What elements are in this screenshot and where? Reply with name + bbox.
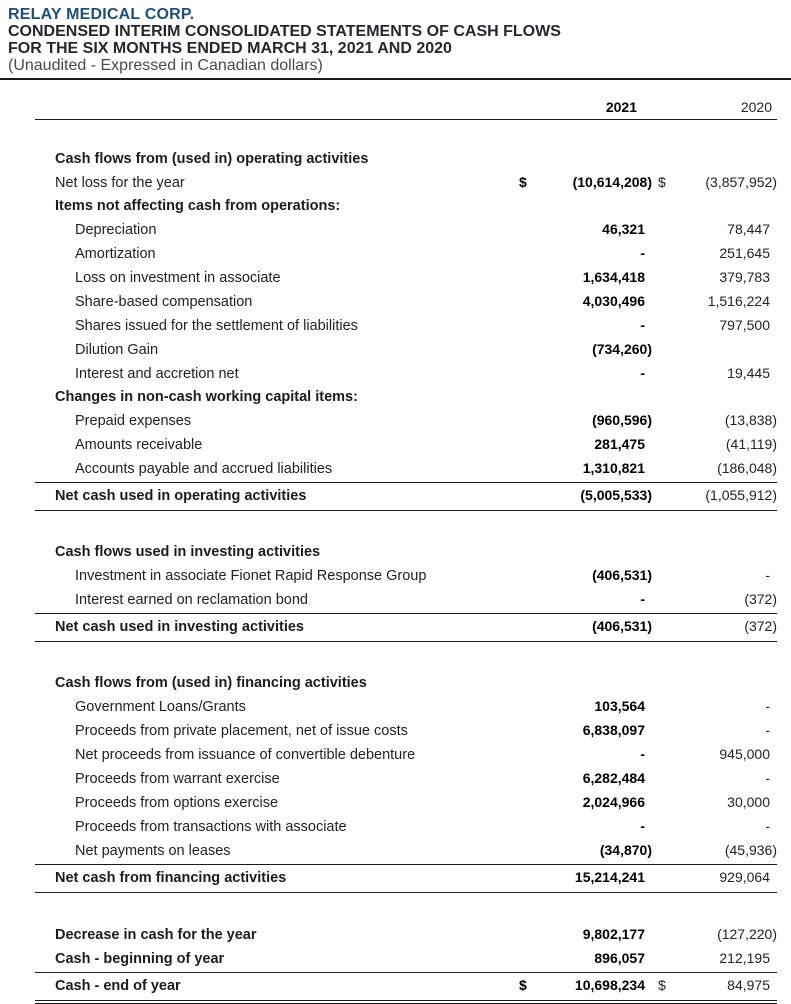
- row-label: Proceeds from warrant exercise: [75, 771, 280, 787]
- value-2021: (734,260): [592, 341, 652, 357]
- row-cash-end-of-year: [35, 972, 777, 1004]
- row-accounts-payable-and-accrued-liabilities: [35, 457, 777, 481]
- row-label: Amounts receivable: [75, 437, 203, 453]
- row-net-cash-used-in-operating-activities: [35, 482, 777, 511]
- row-label: Interest and accretion net: [75, 366, 239, 382]
- row-proceeds-from-transactions-with-associate: [35, 815, 777, 839]
- value-2021: -: [640, 365, 645, 381]
- row-government-loans-grants: [35, 695, 777, 719]
- value-2021: -: [640, 818, 645, 834]
- row-interest-and-accretion-net: [35, 362, 777, 386]
- value-2020: (372): [744, 591, 777, 607]
- row-prepaid-expenses: [35, 409, 777, 433]
- header-divider: [0, 78, 791, 80]
- value-2021: 103,564: [594, 698, 645, 714]
- row-cash-beginning-of-year: [35, 947, 777, 971]
- value-2020: -: [765, 722, 770, 738]
- row-label: Net cash used in operating activities: [55, 488, 307, 504]
- column-header-2020: 2020: [740, 99, 772, 115]
- row-items-not-affecting-cash-from-operations: [35, 195, 777, 218]
- value-2021: 2,024,966: [582, 794, 645, 810]
- row-label: Net payments on leases: [75, 843, 231, 859]
- value-2020: -: [765, 567, 770, 583]
- value-2021: -: [640, 746, 645, 762]
- value-2020: 929,064: [719, 869, 770, 885]
- value-2021: 6,282,484: [582, 770, 645, 786]
- row-label: Government Loans/Grants: [75, 699, 246, 715]
- row-proceeds-from-warrant-exercise: [35, 767, 777, 791]
- value-2020: 84,975: [727, 977, 770, 993]
- value-2020: 78,447: [727, 221, 770, 237]
- value-2020: 1,516,224: [707, 293, 770, 309]
- value-2021: 1,310,821: [582, 460, 645, 476]
- row-depreciation: [35, 218, 777, 242]
- row-amortization: [35, 242, 777, 266]
- value-2020: 30,000: [727, 794, 770, 810]
- row-proceeds-from-options-exercise: [35, 791, 777, 815]
- row-label: Items not affecting cash from operations:: [55, 198, 341, 214]
- value-2020: 251,645: [719, 245, 770, 261]
- value-2020: (372): [744, 618, 777, 634]
- row-label: Cash flows from (used in) financing activities: [55, 675, 367, 691]
- value-2021: (5,005,533): [580, 487, 652, 503]
- value-2020: 945,000: [719, 746, 770, 762]
- value-2020: -: [765, 818, 770, 834]
- row-dilution-gain: [35, 338, 777, 362]
- section-spacer: [35, 893, 777, 923]
- row-net-loss-for-the-year: [35, 171, 777, 195]
- row-label: Share-based compensation: [75, 294, 253, 310]
- value-2021: (406,531): [592, 618, 652, 634]
- row-label: Cash flows used in investing activities: [55, 544, 321, 560]
- value-2020: (127,220): [717, 926, 777, 942]
- value-2021: 46,321: [602, 221, 645, 237]
- row-label: Net proceeds from issuance of convertible debenture: [75, 747, 416, 763]
- value-2021: (960,596): [592, 412, 652, 428]
- currency-symbol-2021: $: [519, 977, 527, 993]
- value-2020: (3,857,952): [705, 174, 777, 190]
- row-label: Changes in non-cash working capital items:: [55, 389, 358, 405]
- value-2021: (406,531): [592, 567, 652, 583]
- currency-symbol-2020: $: [658, 174, 666, 190]
- row-label: Cash flows from (used in) operating activities: [55, 151, 369, 167]
- value-2020: 379,783: [719, 269, 770, 285]
- value-2021: 6,838,097: [582, 722, 645, 738]
- row-investment-in-associate-fionet-rapid-response-group: [35, 564, 777, 588]
- value-2021: -: [640, 317, 645, 333]
- row-cash-flows-used-in-investing-activities: [35, 541, 777, 564]
- row-label: Depreciation: [75, 222, 157, 238]
- value-2021: 281,475: [594, 436, 645, 452]
- document-subtitle: (Unaudited - Expressed in Canadian dollars): [8, 57, 323, 74]
- currency-symbol-2021: $: [519, 174, 527, 190]
- value-2020: -: [765, 770, 770, 786]
- value-2021: 15,214,241: [574, 869, 645, 885]
- row-label: Net loss for the year: [55, 175, 185, 191]
- value-2021: -: [640, 591, 645, 607]
- value-2021: 896,057: [594, 950, 645, 966]
- row-label: Loss on investment in associate: [75, 270, 281, 286]
- value-2020: 797,500: [719, 317, 770, 333]
- value-2020: -: [765, 698, 770, 714]
- row-shares-issued-for-the-settlement-of-liabilities: [35, 314, 777, 338]
- row-label: Accounts payable and accrued liabilities: [75, 461, 333, 477]
- value-2021: -: [640, 245, 645, 261]
- row-label: Proceeds from transactions with associate: [75, 819, 347, 835]
- value-2021: 9,802,177: [582, 926, 645, 942]
- row-label: Dilution Gain: [75, 342, 159, 358]
- value-2020: (13,838): [724, 412, 777, 428]
- row-share-based-compensation: [35, 290, 777, 314]
- cash-flow-statement: [35, 96, 777, 1004]
- row-changes-in-non-cash-working-capital-items: [35, 386, 777, 409]
- row-label: Proceeds from private placement, net of issue costs: [75, 723, 408, 739]
- row-label: Shares issued for the settlement of liabilities: [75, 318, 358, 334]
- statement-rows: [35, 148, 777, 1004]
- row-amounts-receivable: [35, 433, 777, 457]
- row-label: Interest earned on reclamation bond: [75, 592, 308, 608]
- section-spacer: [35, 511, 777, 541]
- row-label: Cash - beginning of year: [55, 951, 225, 967]
- value-2020: 19,445: [727, 365, 770, 381]
- value-2021: 1,634,418: [582, 269, 645, 285]
- value-2020: (45,936): [724, 842, 777, 858]
- row-label: Investment in associate Fionet Rapid Response Group: [75, 568, 427, 584]
- row-proceeds-from-private-placement-net-of-issue-costs: [35, 719, 777, 743]
- value-2021: 10,698,234: [574, 977, 645, 993]
- row-label: Net cash used in investing activities: [55, 619, 304, 635]
- section-spacer: [35, 642, 777, 672]
- row-label: Proceeds from options exercise: [75, 795, 279, 811]
- column-header-2021: 2021: [605, 99, 637, 115]
- row-label: Net cash from financing activities: [55, 870, 287, 886]
- column-header-row: [35, 96, 777, 120]
- company-name: RELAY MEDICAL CORP.: [8, 6, 195, 23]
- value-2021: (10,614,208): [572, 174, 652, 190]
- value-2021: 4,030,496: [582, 293, 645, 309]
- document-period: FOR THE SIX MONTHS ENDED MARCH 31, 2021 AND 2020: [8, 40, 452, 57]
- row-net-proceeds-from-issuance-of-convertible-debenture: [35, 743, 777, 767]
- row-cash-flows-from-used-in-financing-activities: [35, 672, 777, 695]
- row-cash-flows-from-used-in-operating-activities: [35, 148, 777, 171]
- value-2020: (186,048): [717, 460, 777, 476]
- document-header: [0, 6, 791, 74]
- row-net-cash-used-in-investing-activities: [35, 613, 777, 642]
- value-2021: (34,870): [599, 842, 652, 858]
- currency-symbol-2020: $: [658, 977, 666, 993]
- row-label: Decrease in cash for the year: [55, 927, 257, 943]
- document-title: CONDENSED INTERIM CONSOLIDATED STATEMENTS OF CASH FLOWS: [8, 23, 561, 40]
- row-decrease-in-cash-for-the-year: [35, 923, 777, 947]
- row-label: Amortization: [75, 246, 156, 262]
- row-interest-earned-on-reclamation-bond: [35, 588, 777, 612]
- value-2020: (1,055,912): [705, 487, 777, 503]
- row-label: Prepaid expenses: [75, 413, 192, 429]
- row-loss-on-investment-in-associate: [35, 266, 777, 290]
- row-net-payments-on-leases: [35, 839, 777, 863]
- row-label: Cash - end of year: [55, 978, 181, 994]
- value-2020: 212,195: [719, 950, 770, 966]
- value-2020: (41,119): [725, 436, 777, 452]
